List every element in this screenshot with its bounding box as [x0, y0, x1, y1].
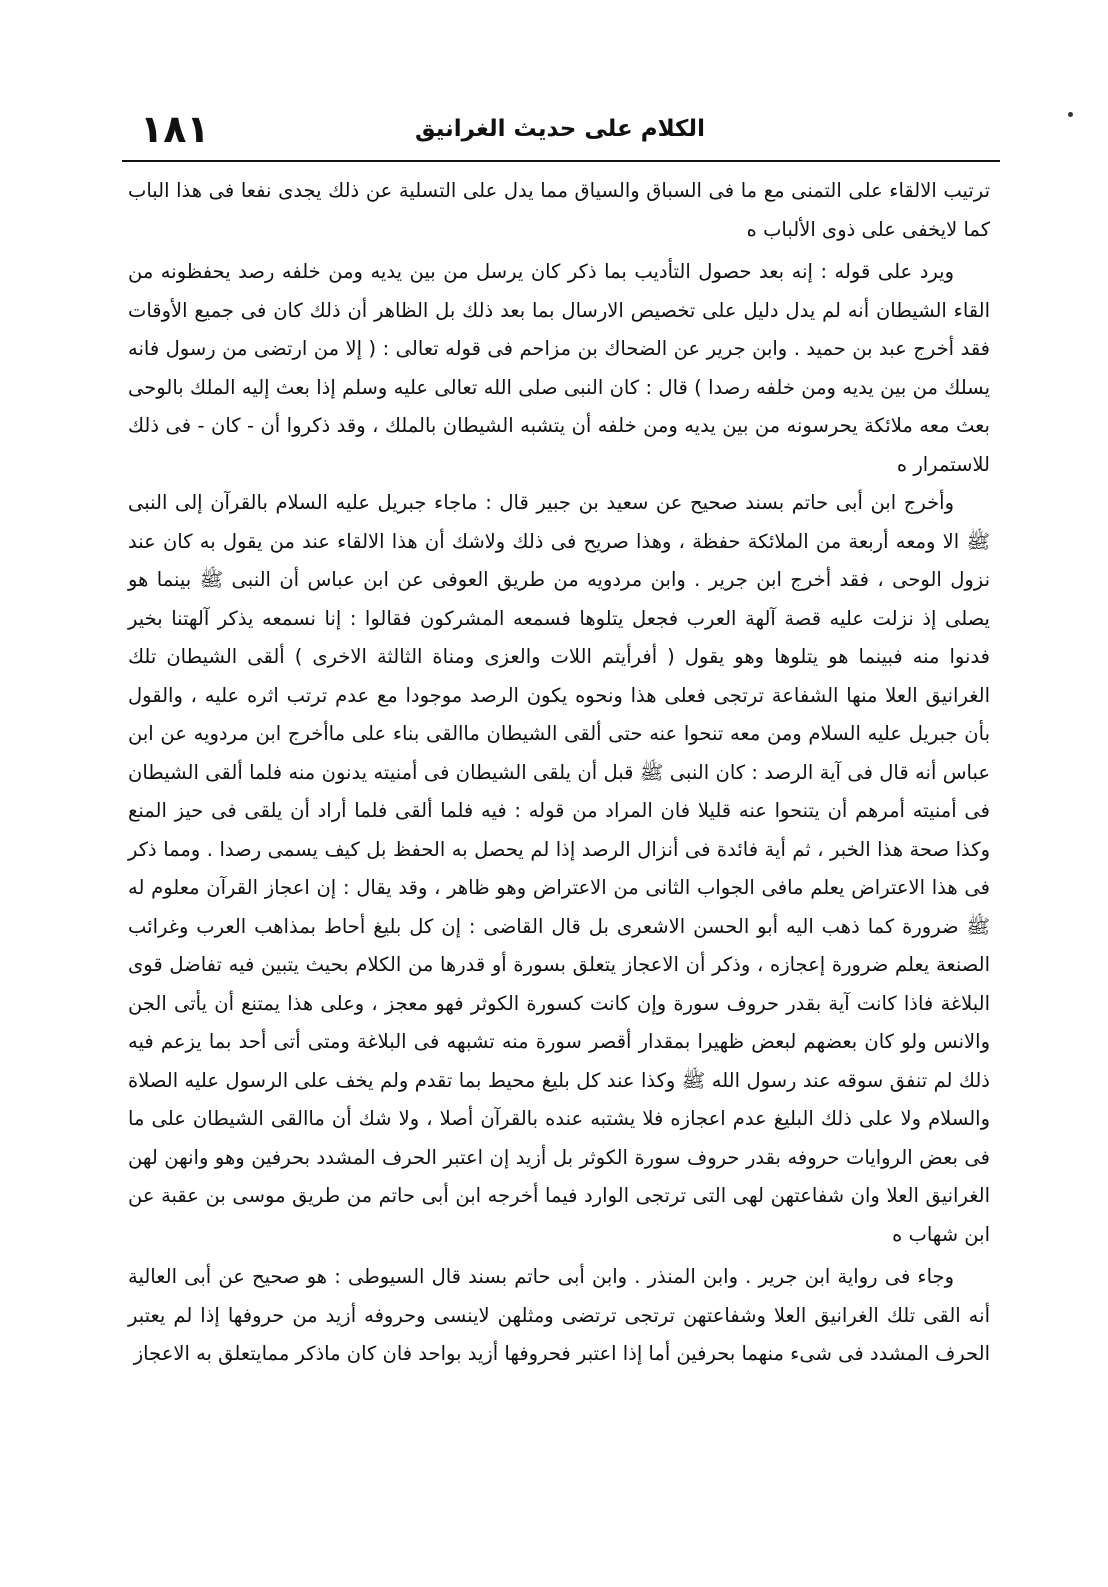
page-body: [128, 172, 990, 1374]
ink-dot: [1068, 112, 1073, 117]
paragraph-1: ترتيب الالقاء على التمنى مع ما فى السباق والسياق مما يدل على التسلية عن ذلك يجدى نفعا فى هذا الباب كما لايخفى على ذوى الألباب ه: [128, 179, 990, 241]
page-number: ١٨١: [140, 107, 210, 151]
page-header: [120, 105, 1000, 157]
paragraph-3: وأخرج ابن أبى حاتم بسند صحيح عن سعيد بن جبير قال : ماجاء جبريل عليه السلام بالقرآن إلى النبى ﷺ الا ومعه أربعة من الملائكة حفظة ، وهذا صريح فى ذلك ولاشك أن هذا الالقاء عند من يقول به كان عند نزول الوحى ، فقد أخرج ابن جرير . وابن مردويه من طريق العوفى عن ابن عباس أن النبى ﷺ بينما هو يصلى إذ نزلت عليه قصة آلهة العرب فجعل يتلوها فسمعه المشركون فقالوا : إنا نسمعه يذكر آلهتنا بخير فدنوا منه فبينما هو يتلوها وهو يقول ( أفرأيتم اللات والعزى ومناة الثالثة الاخرى ) ألقى الشيطان تلك الغرانيق العلا منها الشفاعة ترتجى فعلى هذا ونحوه يكون الرصد موجودا مع عدم ترتب اثره عليه ، والقول بأن جبريل عليه السلام ومن معه تنحوا عنه حتى ألقى الشيطان ماالقى بناء على ماأخرج ابن مردويه عن ابن عباس أنه قال فى آية الرصد : كان النبى ﷺ قبل أن يلقى الشيطان فى أمنيته يدنون منه فلما ألقى الشيطان فى أمنيته أمرهم أن يتنحوا عنه قليلا فان المراد من قوله : فيه فلما ألقى فلما أراد أن يلقى فى حيز المنع وكذا صحة هذا الخبر ، ثم أية فائدة فى أنزال الرصد إذا لم يحصل به الحفظ بل كيف يسمى رصدا . ومما ذكر فى هذا الاعتراض يعلم مافى الجواب الثانى من الاعتراض وهو ظاهر ، وقد يقال : إن اعجاز القرآن معلوم له ﷺ ضرورة كما ذهب اليه أبو الحسن الاشعرى بل قال القاضى : إن كل بليغ أحاط بمذاهب العرب وغرائب الصنعة يعلم ضرورة إعجازه ، وذكر أن الاعجاز يتعلق بسورة أو قدرها من الكلام بحيث يتبين فيه تفاضل قوى البلاغة فاذا كانت آية بقدر حروف سورة وإن كانت كسورة الكوثر فهو معجز ، وعلى هذا يمتنع أن يأتى الجن والانس ولو كان بعضهم لبعض ظهيرا بمقدار أقصر سورة منه تشبهه فى البلاغة ومتى أتى أحد بما يزعم فيه ذلك لم تنفق سوقه عند رسول الله ﷺ وكذا عند كل بليغ محيط بما تقدم ولم يخف على الرسول عليه الصلاة والسلام ولا على ذلك البليغ عدم اعجازه فلا يشتبه عنده بالقرآن أصلا ، ولا شك أن ماالقى الشيطان على ما فى بعض الروايات حروفه بقدر حروف سورة الكوثر بل أزيد إن اعتبر الحرف المشدد بحرفين وهو وانهن لهن الغرانيق العلا وان شفاعتهن لهى التى ترتجى الوارد فيما أخرجه ابن أبى حاتم من طريق موسى بن عقبة عن ابن شهاب ه: [128, 491, 990, 1246]
paragraph-2: ويرد على قوله : إنه بعد حصول التأديب بما ذكر كان يرسل من بين يديه ومن خلفه رصد يحفظونه من القاء الشيطان أنه لم يدل دليل على تخصيص الارسال بما بعد ذلك بل الظاهر أن ذلك كان فى جميع الأوقات فقد أخرج عبد بن حميد . وابن جرير عن الضحاك بن مزاحم فى قوله تعالى : ( إلا من ارتضى من رسول فانه يسلك من بين يديه ومن خلفه رصدا ) قال : كان النبى صلى الله تعالى عليه وسلم إذا بعث إليه الملك بالوحى بعث معه ملائكة يحرسونه من بين يديه ومن خلفه أن يتشبه الشيطان بالملك ، وقد ذكروا أن - كان - فى ذلك للاستمرار ه: [128, 260, 990, 476]
header-divider: [122, 160, 1000, 162]
running-title: الكلام على حديث الغرانيق: [415, 116, 705, 142]
paragraph-4: وجاء فى رواية ابن جرير . وابن المنذر . وابن أبى حاتم بسند قال السيوطى : هو صحيح عن أبى العالية أنه القى تلك الغرانيق العلا وشفاعتهن ترتجى ترتضى ومثلهن لاينسى وحروفه أزيد من حروفها إذا لم يعتبر الحرف المشدد فى شىء منهما بحرفين أما إذا اعتبر فحروفها أزيد بواحد فان كان ماذكر ممايتعلق به الاعجاز: [128, 1265, 990, 1365]
